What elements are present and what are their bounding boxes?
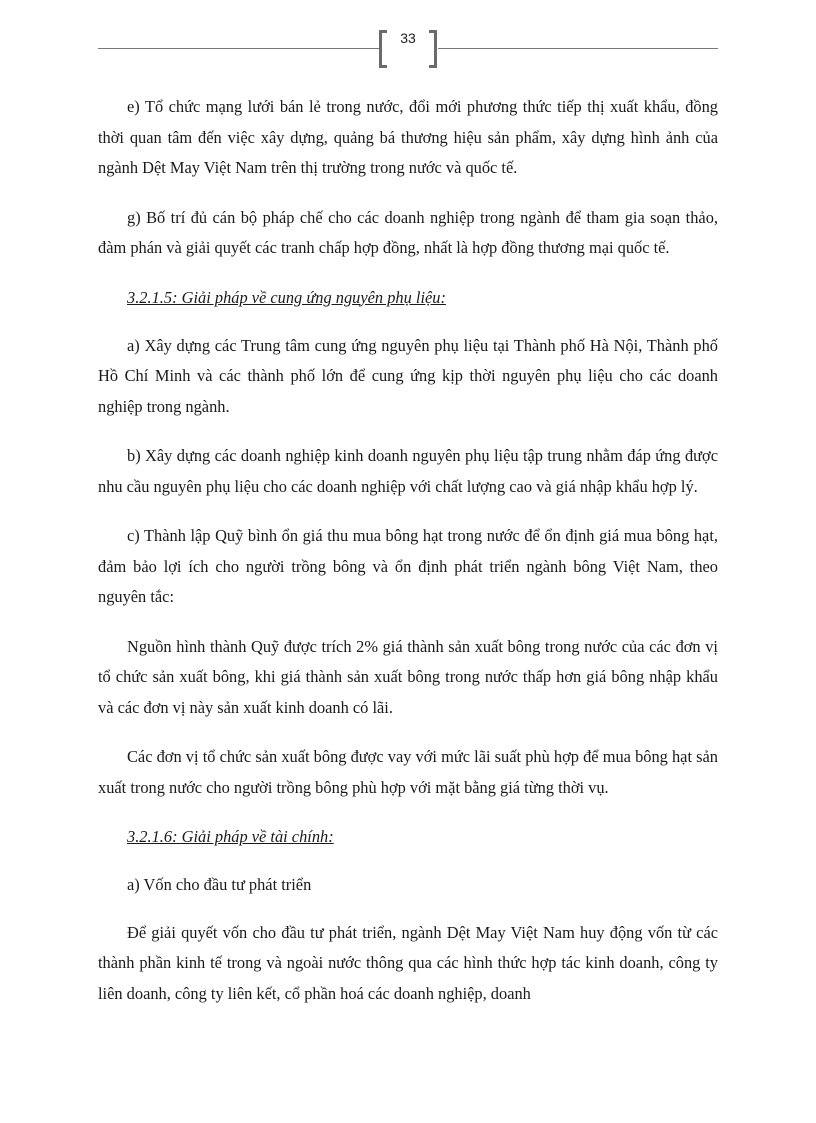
section-heading-3-2-1-5: 3.2.1.5: Giải pháp về cung ứng nguyên phụ liệu: [127,287,446,307]
paragraph-c-cotton-fund: c) Thành lập Quỹ bình ổn giá thu mua bông hạt trong nước để ổn định giá mua bông hạt, đảm bảo lợi ích cho người trồng bông và ổn định phát triển ngành bông Việt Nam, theo nguyên tắc: [98,526,718,606]
paragraph-investment-capital: Để giải quyết vốn cho đầu tư phát triển, ngành Dệt May Việt Nam huy động vốn từ các thành phần kinh tế trong và ngoài nước thông qua các hình thức hợp tác kinh doanh, công ty liên doanh, công ty liên kết, cổ phần hoá các doanh nghiệp, doanh [98,922,718,1003]
right-bracket-icon [429,30,437,68]
page-body [98,92,718,1028]
paragraph-b-materials: b) Xây dựng các doanh nghiệp kinh doanh nguyên phụ liệu tập trung nhằm đáp ứng được nhu cầu nguyên phụ liệu cho các doanh nghiệp với chất lượng cao và giá nhập khẩu hợp lý. [98,446,718,496]
header-rule-right [438,48,718,49]
page-header [98,28,718,70]
paragraph-e: e) Tổ chức mạng lưới bán lẻ trong nước, đổi mới phương thức tiếp thị xuất khẩu, đồng thời quan tâm đến việc xây dựng, quảng bá thương hiệu sản phẩm, xây dựng hình ảnh của ngành Dệt May Việt Nam trên thị trường trong nước và quốc tế. [98,97,718,177]
header-rule-left [98,48,379,49]
paragraph-a-investment: a) Vốn cho đầu tư phát triển [127,875,312,894]
page-number: 33 [400,30,416,46]
paragraph-loan-terms: Các đơn vị tổ chức sản xuất bông được vay với mức lãi suất phù hợp để mua bông hạt sản xuất trong nước cho người trồng bông phù hợp với mặt bằng giá từng thời vụ. [98,747,718,797]
paragraph-fund-source: Nguồn hình thành Quỹ được trích 2% giá thành sản xuất bông trong nước của các đơn vị tổ chức sản xuất bông, khi giá thành sản xuất bông trong nước thấp hơn giá bông nhập khẩu và các đơn vị này sản xuất kinh doanh có lãi. [98,636,718,717]
paragraph-a-materials: a) Xây dựng các Trung tâm cung ứng nguyên phụ liệu tại Thành phố Hà Nội, Thành phố Hồ Chí Minh và các thành phố lớn để cung ứng kịp thời nguyên phụ liệu cho các doanh nghiệp trong ngành. [98,335,718,416]
section-heading-3-2-1-6: 3.2.1.6: Giải pháp về tài chính: [127,827,334,846]
left-bracket-icon [379,30,387,68]
paragraph-g: g) Bố trí đủ cán bộ pháp chế cho các doanh nghiệp trong ngành để tham gia soạn thảo, đàm phán và giải quyết các tranh chấp hợp đồng, nhất là hợp đồng thương mại quốc tế. [98,207,718,257]
